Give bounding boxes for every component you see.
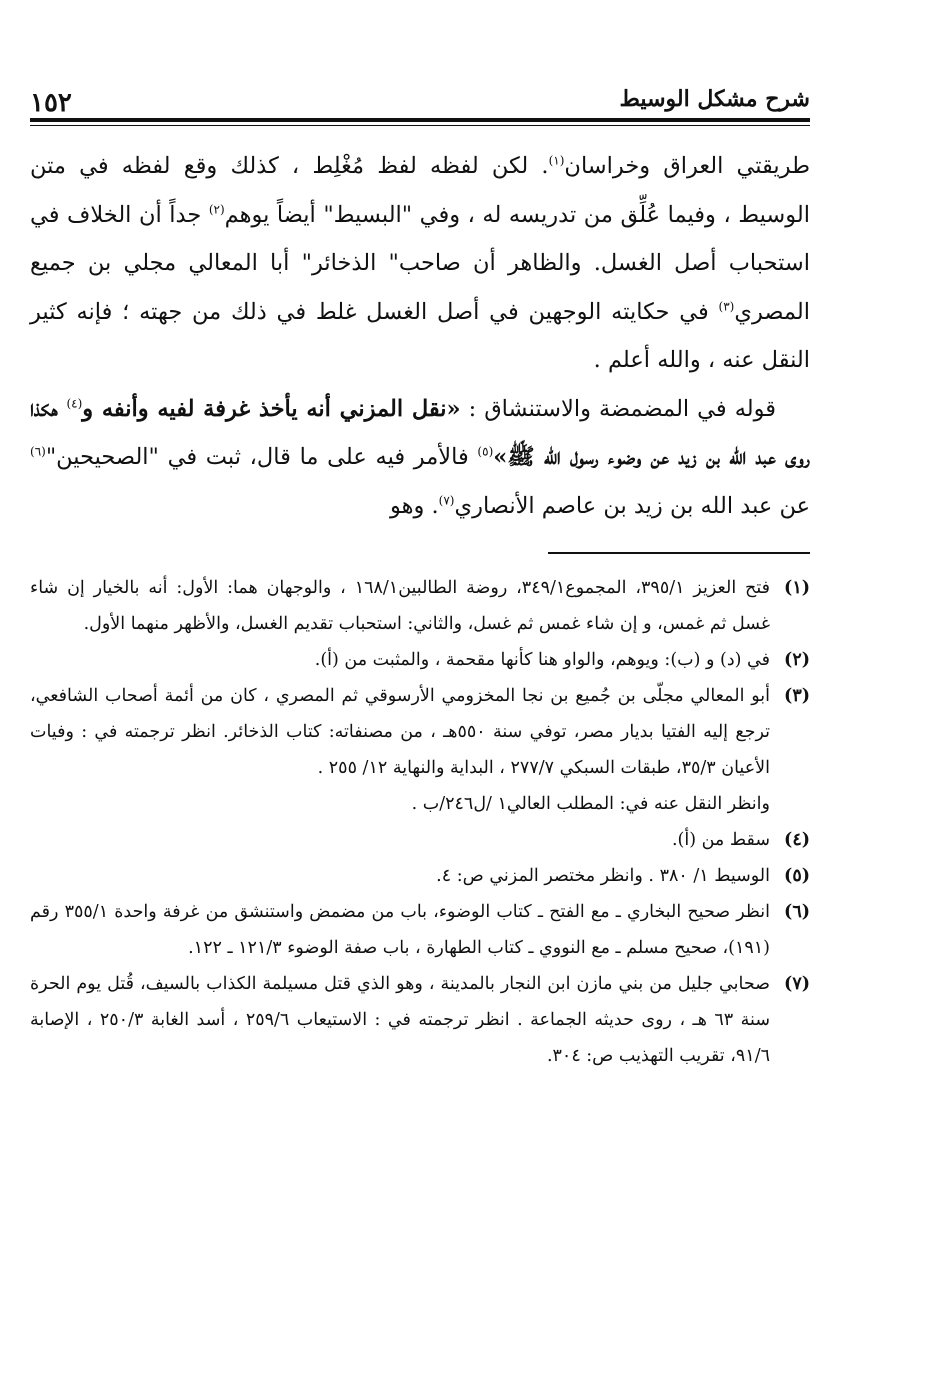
text-run: . وهو [389, 492, 439, 519]
footnote-2 [30, 642, 810, 678]
footnote-number: (٧) [784, 973, 810, 994]
text-run: عن عبد الله بن زيد بن عاصم الأنصاري [454, 492, 810, 519]
footnote-5 [30, 858, 810, 894]
quoted-text: «نقل المزني أنه يأخذ غرفة لفيه وأنفه و [82, 395, 461, 422]
page-header [30, 70, 810, 118]
text-run: فالأمر فيه على ما قال، ثبت في "الصحيحين" [45, 444, 478, 470]
paragraph-2 [30, 385, 810, 531]
footnote-3 [30, 678, 810, 822]
footnote-number: (١) [784, 577, 810, 598]
main-text [30, 142, 810, 530]
footnote-text-run: أبو المعالي مجلّى بن جُميع بن نجا المخزومي الأرسوقي ثم المصري ، كان من أئمة أصحاب الشافعي، ترجع إليه الفتيا بديار مصر، توفي سنة ٥٥٠هـ ، من مصنفاته: كتاب الذخائر. انظر ترجمته في : وفيات الأعيان ٣٥/٣، طبقات السبكي ٢٧٧/٧ ، البداية والنهاية ١٢/ ٢٥٥ . [30, 685, 770, 778]
book-page [30, 70, 810, 1074]
footnote-number: (٣) [784, 685, 810, 706]
footnote-ref[interactable]: (٦) [30, 444, 46, 459]
footnote-text: في (د) و (ب): ويوهم، والواو هنا كأنها مقحمة ، والمثبت من (أ). [314, 649, 770, 670]
footnote-number: (٦) [784, 901, 810, 922]
quoted-text: هكذا روى عبد الله بن زيد عن وضوء رسول الله ﷺ» [30, 395, 810, 470]
header-rule-thick [30, 118, 810, 122]
footnote-7 [30, 966, 810, 1074]
footnote-text: الوسيط ١/ ٣٨٠ . وانظر مختصر المزني ص: ٤. [436, 865, 770, 886]
text-run: طريقتي العراق وخراسان [564, 153, 810, 179]
text-run: في حكايته الوجهين في أصل الغسل غلط في ذلك من جهته ؛ فإنه كثير النقل عنه ، والله أعلم . [30, 298, 810, 373]
footnote-ref[interactable]: (٣) [718, 299, 735, 313]
footnote-number: (٥) [784, 865, 810, 886]
running-title: شرح مشكل الوسيط [619, 86, 810, 112]
text-run: . لكن لفظه لفظ مُغْلِط ، كذلك وقع لفظه في متن الوسيط ، وفيما عُلِّق من تدريسه له ، وفي "البسيط" أيضاً يوهم [30, 153, 810, 228]
footnote-text: انظر صحيح البخاري ـ مع الفتح ـ كتاب الوضوء، باب من مضمض واستنشق من غرفة واحدة ٣٥٥/١ رقم (١٩١)، صحيح مسلم ـ مع النووي ـ كتاب الطهارة ، باب صفة الوضوء ١٢١/٣ ـ ١٢٢. [30, 901, 771, 958]
footnote-text: صحابي جليل من بني مازن ابن النجار بالمدينة ، وهو الذي قتل مسيلمة الكذاب بالسيف، قُتل يوم الحرة سنة ٦٣ هـ ، روى حديثه الجماعة . انظر ترجمته في : الاستيعاب ٢٥٩/٦ ، أسد الغابة ٢٥٠/٣ ، الإصابة ٩١/٦، تقريب التهذيب ص: ٣٠٤. [30, 973, 770, 1066]
footnote-text: سقط من (أ). [671, 829, 770, 850]
footnote-ref[interactable]: (٢) [208, 202, 225, 216]
footnote-text-run: وانظر النقل عنه في: المطلب العالي١ /ل٢٤٦/ب . [411, 793, 770, 814]
footnote-ref[interactable]: (٧) [438, 493, 455, 507]
footnote-separator [548, 552, 810, 554]
page-number: ١٥٢ [30, 88, 72, 118]
footnote-1 [30, 570, 810, 642]
footnote-number: (٤) [784, 829, 810, 850]
footnote-text [30, 678, 770, 822]
text-run: قوله في المضمضة والاستنشاق : [460, 395, 776, 422]
text-run: جداً أن الخلاف في استحباب أصل الغسل. والظاهر أن صاحب" الذخائر" أبا المعالي مجلي بن جميع المصري [30, 201, 810, 325]
footnote-6 [30, 894, 810, 966]
header-rule-thin [30, 125, 810, 126]
paragraph-1 [30, 142, 810, 385]
footnote-4 [30, 822, 810, 858]
footnote-number: (٢) [784, 649, 810, 670]
footnote-ref[interactable]: (١) [548, 153, 565, 168]
footnote-ref[interactable]: (٤) [66, 396, 83, 410]
footnotes [30, 570, 810, 1074]
footnote-ref[interactable]: (٥) [477, 444, 494, 459]
footnote-text: فتح العزيز ٣٩٥/١، المجموع٣٤٩/١، روضة الطالبين١٦٨/١ ، والوجهان هما: الأول: أنه بالخيار إن شاء غسل ثم غمس، و إن شاء غمس ثم غسل، والثاني: استحباب تقديم الغسل، والأظهر منهما الأول. [30, 577, 770, 634]
